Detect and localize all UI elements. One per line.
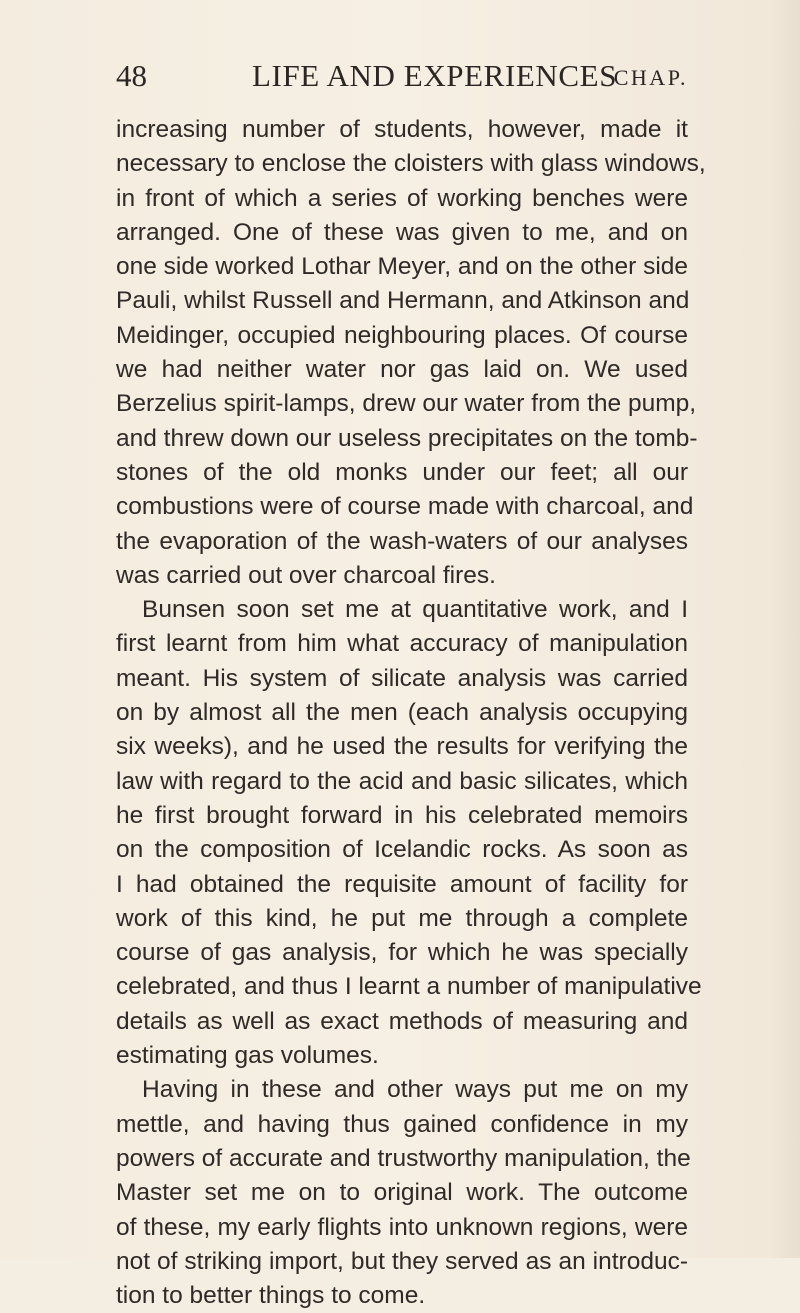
text-line: meant. His system of silicate analysis was carried — [116, 664, 688, 692]
text-line: Berzelius spirit-lamps, drew our water from the pump, — [116, 390, 697, 418]
text-line: on the composition of Icelandic rocks. As soon as — [116, 836, 688, 864]
text-line: not of striking import, but they served as an introduc- — [116, 1247, 688, 1275]
text-line: tion to better things to come. — [116, 1282, 426, 1310]
text-line: one side worked Lothar Meyer, and on the other side — [116, 253, 689, 281]
text-line: increasing number of students, however, made it — [116, 116, 688, 143]
chapter-label: CHAP. — [613, 65, 688, 90]
text-line: in front of which a series of working benches were — [116, 184, 688, 212]
text-line: first learnt from him what accuracy of manipulation — [116, 630, 688, 658]
text-line: details as well as exact methods of measuring and — [116, 1007, 688, 1035]
text-line: Bunsen soon set me at quantitative work, and I — [142, 596, 688, 624]
text-line: celebrated, and thus I learnt a number of manipulative — [116, 973, 702, 1001]
text-line: mettle, and having thus gained confidence in my — [116, 1110, 688, 1138]
text-line: necessary to enclose the cloisters with glass windows, — [116, 150, 706, 178]
text-line: law with regard to the acid and basic silicates, which — [116, 767, 688, 795]
text-line: Meidinger, occupied neighbouring places. Of course — [116, 321, 688, 349]
text-line: powers of accurate and trustworthy manipulation, the — [116, 1144, 691, 1172]
text-line: work of this kind, he put me through a complete — [116, 904, 688, 932]
text-line: and threw down our useless precipitates on the tomb- — [116, 424, 698, 452]
text-line: combustions were of course made with charcoal, and — [116, 493, 694, 521]
text-line: on by almost all the men (each analysis occupying — [116, 699, 688, 727]
text-line: arranged. One of these was given to me, and on — [116, 218, 688, 246]
page-number: 48 — [116, 58, 147, 93]
text-line: six weeks), and he used the results for verifying the — [116, 733, 688, 761]
running-title: LIFE AND EXPERIENCES — [252, 58, 618, 93]
running-header — [116, 56, 688, 96]
body-text — [116, 113, 706, 1313]
text-line: we had neither water nor gas laid on. We used — [116, 356, 688, 384]
text-line: I had obtained the requisite amount of facility for — [116, 870, 688, 898]
text-line: of these, my early flights into unknown regions, were — [116, 1213, 688, 1241]
text-line: he first brought forward in his celebrated memoirs — [116, 801, 688, 829]
text-line: course of gas analysis, for which he was specially — [116, 939, 688, 967]
text-line: Pauli, whilst Russell and Hermann, and Atkinson and — [116, 287, 690, 315]
text-line: was carried out over charcoal fires. — [116, 561, 496, 589]
text-line: Having in these and other ways put me on my — [142, 1076, 688, 1104]
text-line: estimating gas volumes. — [116, 1042, 379, 1070]
text-line: Master set me on to original work. The outcome — [116, 1179, 688, 1207]
text-line: stones of the old monks under our feet; all our — [116, 458, 688, 486]
text-line: the evaporation of the wash-waters of our analyses — [116, 527, 688, 555]
